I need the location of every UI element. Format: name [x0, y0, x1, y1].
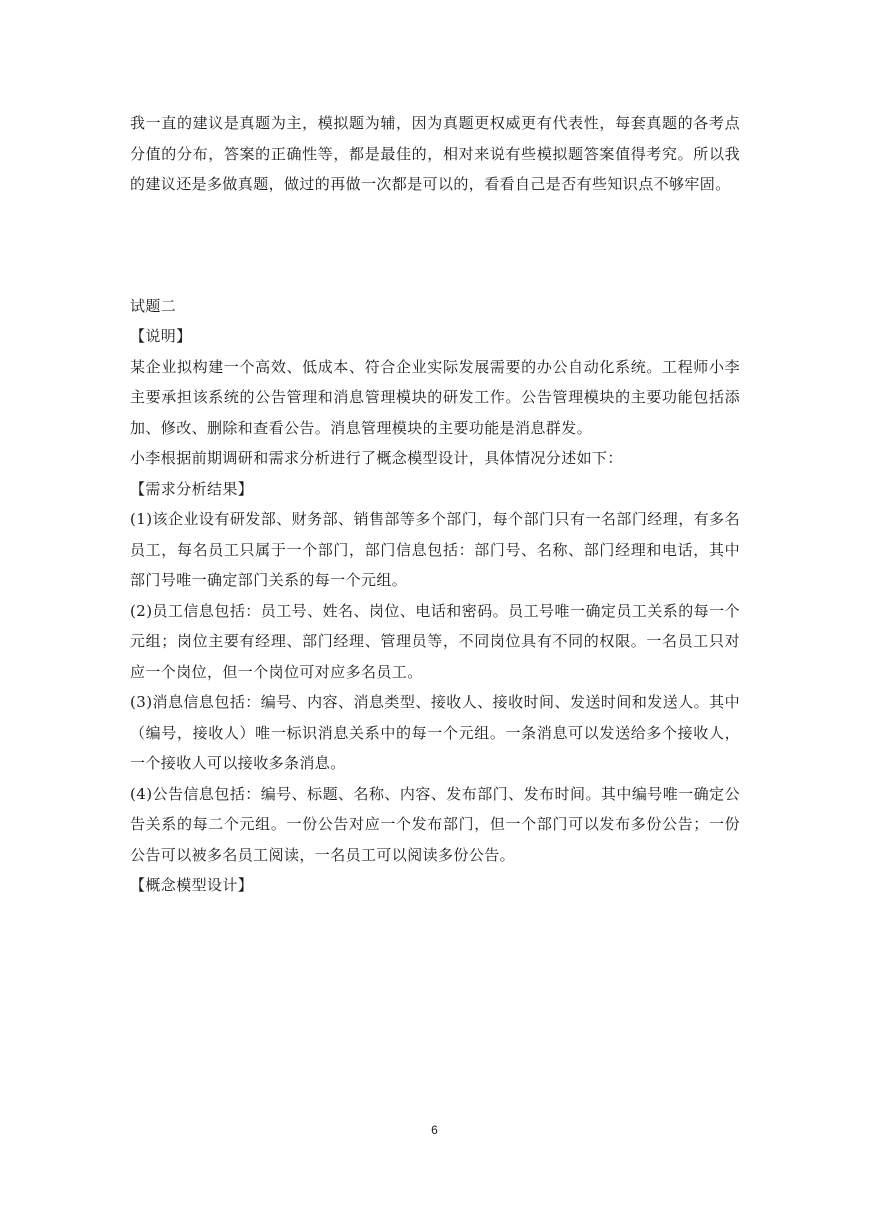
design-intro-paragraph: 小李根据前期调研和需求分析进行了概念模型设计，具体情况分述如下： — [130, 449, 623, 467]
model-design-heading: 【概念模型设计】 — [130, 876, 254, 894]
requirement-item-2: (2)员工信息包括：员工号、姓名、岗位、电话和密码。员工号唯一确定员工关系的每一个元组；岗位主要有经理、部门经理、管理员等，不同岗位具有不同的权限。一名员工只对应一个岗位，但一个岗位可对应多名员工。 — [130, 601, 740, 681]
requirement-item-3: (3)消息信息包括：编号、内容、消息类型、接收人、接收时间、发送时间和发送人。其中（编号，接收人）唯一标识消息关系中的每一个元组。一条消息可以发送给多个接收人，一个接收人可以接收多条消息。 — [130, 693, 740, 772]
explain-heading: 【说明】 — [130, 327, 192, 345]
page-content — [130, 108, 740, 901]
requirement-item-4: (4)公告信息包括：编号、标题、名称、内容、发布部门、发布时间。其中编号唯一确定公告关系的每二个元组。一份公告对应一个发布部门，但一个部门可以发布多份公告；一份公告可以被多名员工阅读，一名员工可以阅读多份公告。 — [130, 784, 740, 864]
question-title: 试题二 — [130, 296, 177, 315]
section-spacer — [130, 200, 740, 291]
page-number: 6 — [431, 1123, 438, 1137]
requirements-heading: 【需求分析结果】 — [130, 479, 254, 498]
explain-paragraph: 某企业拟构建一个高效、低成本、符合企业实际发展需要的办公自动化系统。工程师小李主要承担该系统的公告管理和消息管理模块的研发工作。公告管理模块的主要功能包括添加、修改、删除和查看公告。消息管理模块的主要功能是消息群发。 — [130, 357, 740, 437]
requirement-item-1: (1)该企业设有研发部、财务部、销售部等多个部门，每个部门只有一名部门经理，有多名员工，每名员工只属于一个部门，部门信息包括：部门号、名称、部门经理和电话，其中部门号唯一确定部门关系的每一个元组。 — [130, 510, 740, 589]
intro-paragraph: 我一直的建议是真题为主，模拟题为辅，因为真题更权威更有代表性，每套真题的各考点分值的分布，答案的正确性等，都是最佳的，相对来说有些模拟题答案值得考究。所以我的建议还是多做真题，做过的再做一次都是可以的，看看自己是否有些知识点不够牢固。 — [130, 114, 740, 193]
